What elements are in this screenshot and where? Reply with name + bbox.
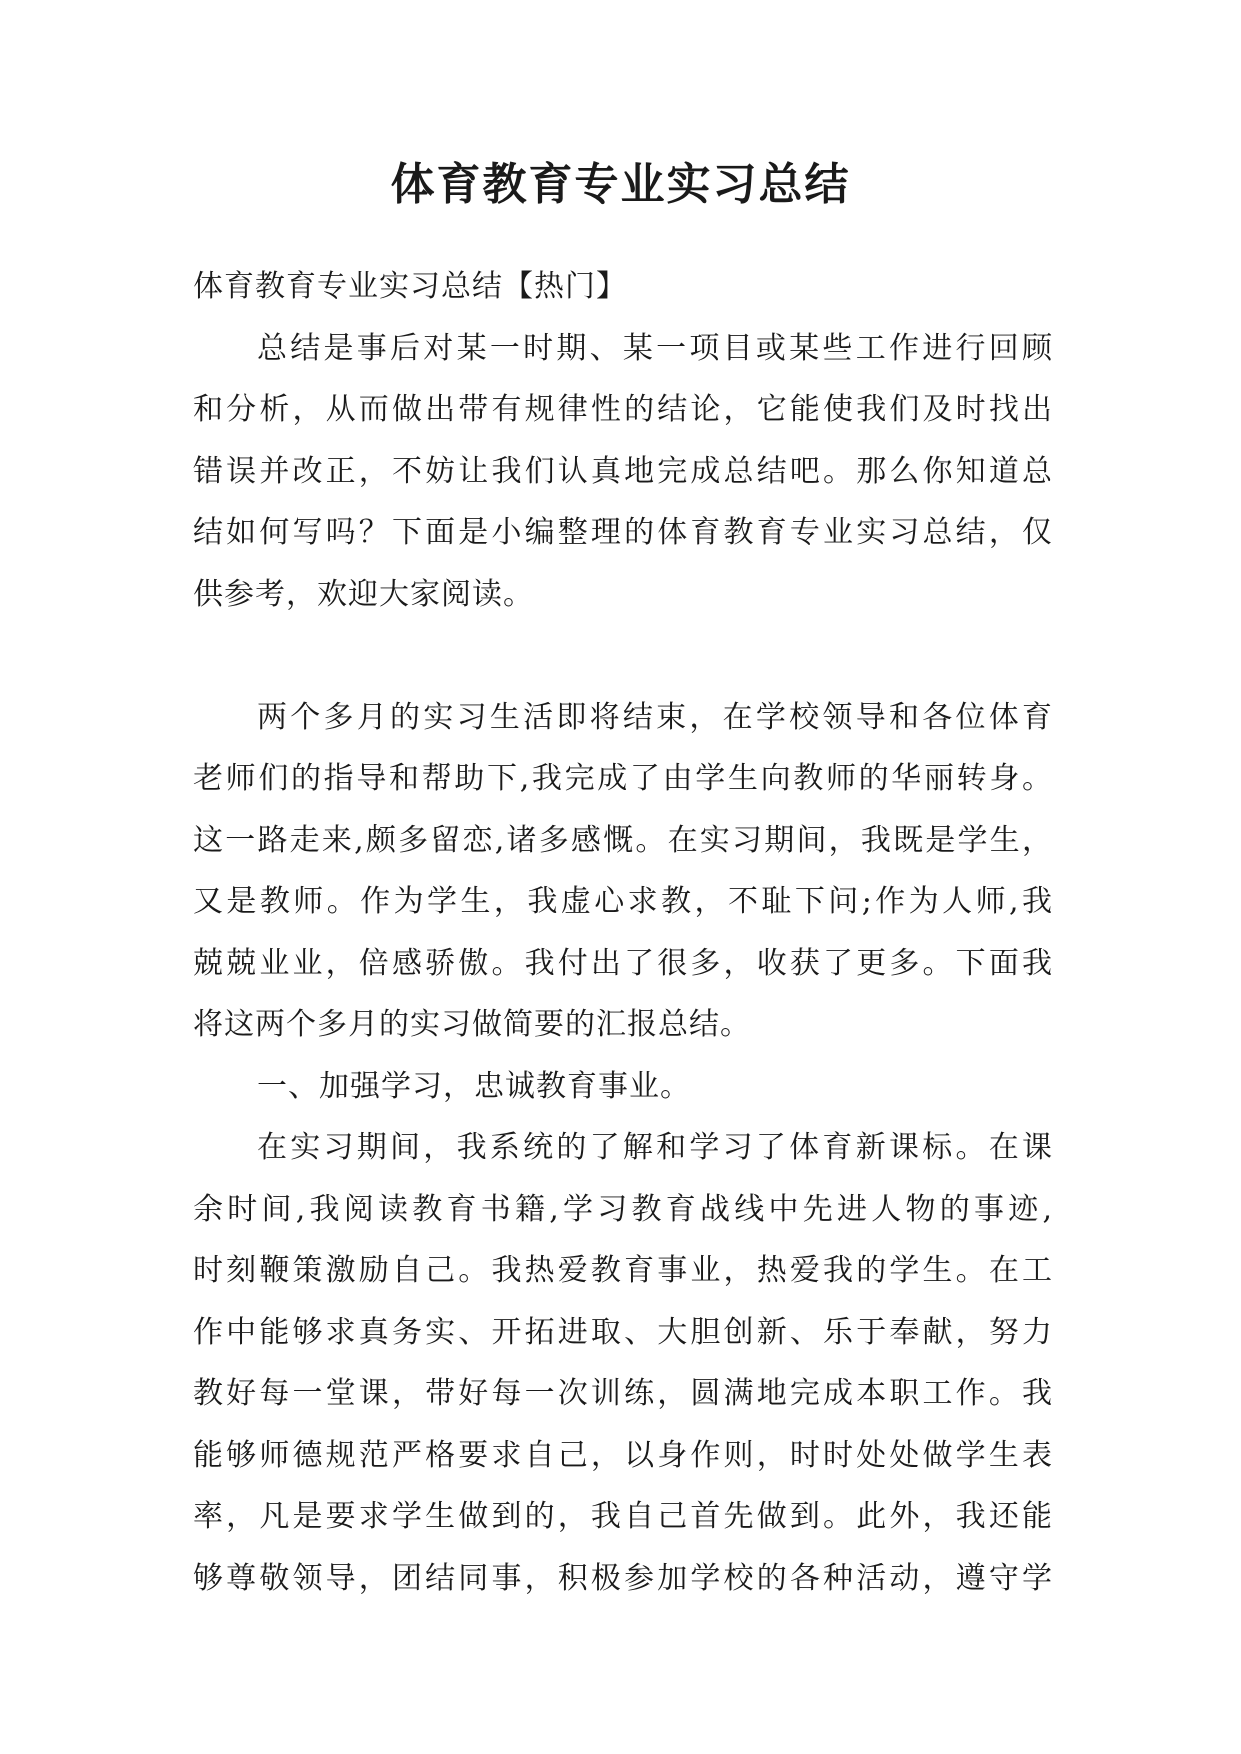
paragraph-line: 够尊敬领导，团结同事，积极参加学校的各种活动，遵守学	[193, 1560, 1053, 1596]
document-body	[193, 256, 1053, 1609]
paragraph-line: 能够师德规范严格要求自己，以身作则，时时处处做学生表	[193, 1437, 1053, 1473]
paragraph-line: 又是教师。作为学生，我虚心求教，不耻下问;作为人师,我	[193, 884, 1053, 919]
intro-line: 错误并改正，不妨让我们认真地完成总结吧。那么你知道总	[193, 453, 1053, 489]
paragraph-line: 余时间,我阅读教育书籍,学习教育战线中先进人物的事迹,	[193, 1191, 1053, 1227]
paragraph-gap	[193, 625, 1053, 687]
intro-line: 结如何写吗？下面是小编整理的体育教育专业实习总结，仅	[193, 515, 1053, 550]
paragraph-line: 将这两个多月的实习做简要的汇报总结。	[193, 1007, 751, 1042]
paragraph-line: 教好每一堂课，带好每一次训练，圆满地完成本职工作。我	[193, 1376, 1053, 1411]
intro-line: 和分析，从而做出带有规律性的结论，它能使我们及时找出	[193, 392, 1053, 427]
section-heading: 一、加强学习，忠诚教育事业。	[257, 1068, 691, 1104]
paragraph-line: 率，凡是要求学生做到的，我自己首先做到。此外，我还能	[193, 1499, 1053, 1534]
paragraph-line: 兢兢业业，倍感骄傲。我付出了很多，收获了更多。下面我	[193, 945, 1053, 981]
paragraph-line: 老师们的指导和帮助下,我完成了由学生向教师的华丽转身。	[193, 761, 1053, 796]
intro-line: 总结是事后对某一时期、某一项目或某些工作进行回顾	[257, 330, 1053, 366]
paragraph-line: 这一路走来,颇多留恋,诸多感慨。在实习期间，我既是学生，	[193, 822, 1053, 858]
paragraph-line: 在实习期间，我系统的了解和学习了体育新课标。在课	[257, 1130, 1053, 1165]
paragraph-line: 两个多月的实习生活即将结束，在学校领导和各位体育	[257, 699, 1053, 735]
subtitle-line: 体育教育专业实习总结【热门】	[193, 269, 627, 304]
paragraph-line: 作中能够求真务实、开拓进取、大胆创新、乐于奉献，努力	[193, 1314, 1053, 1350]
intro-line: 供参考，欢迎大家阅读。	[193, 576, 534, 612]
paragraph-line: 时刻鞭策激励自己。我热爱教育事业，热爱我的学生。在工	[193, 1253, 1053, 1288]
document-title: 体育教育专业实习总结	[390, 159, 851, 210]
